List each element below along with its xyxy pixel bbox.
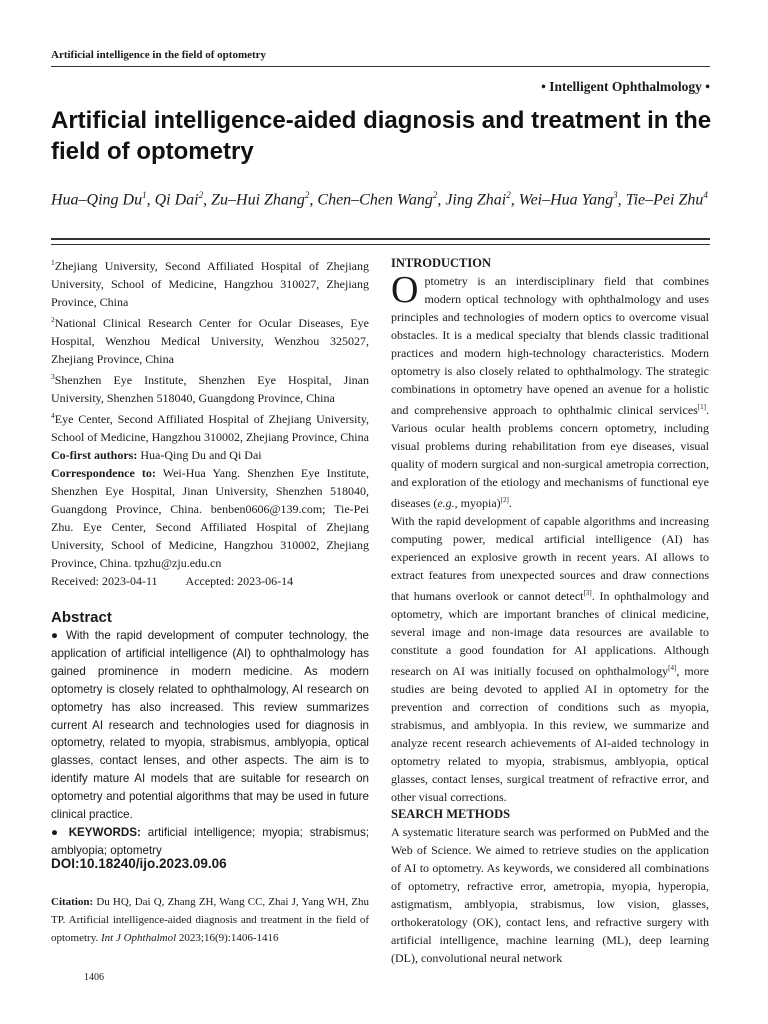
article-title: Artificial intelligence-aided diagnosis and treatment in the field of optometry	[51, 107, 712, 165]
affiliation-text: Zhejiang University, Second Affiliated Hospital of Zhejiang University, School of Medicine, Hangzhou 310027, Zhejiang Province, China	[51, 259, 369, 309]
text: , myopia)	[454, 496, 501, 510]
correspondence	[51, 464, 369, 572]
intro-paragraph-1	[391, 269, 709, 512]
front-matter-column	[51, 254, 369, 590]
citation-label: Citation:	[51, 896, 94, 908]
text: e.g.	[437, 496, 455, 510]
author-affiliation-mark: 2	[304, 190, 310, 200]
affiliation	[51, 407, 369, 446]
author: Chen–Chen Wang	[317, 191, 433, 209]
abstract-body	[51, 627, 369, 860]
author-affiliation-mark: 3	[613, 190, 618, 200]
body-column	[391, 255, 709, 967]
affiliation-number: 4	[51, 411, 55, 420]
affiliation-text: Eye Center, Second Affiliated Hospital of Zhejiang University, School of Medicine, Hangzhou 310002, Zhejiang Province, China	[51, 412, 369, 444]
citation-journal: Int J Ophthalmol	[101, 932, 177, 944]
reference-mark: [3]	[583, 589, 592, 597]
author-affiliation-mark: 4	[703, 190, 708, 200]
author-affiliation-mark: 2	[506, 190, 511, 200]
drop-cap: O	[391, 269, 419, 311]
abstract-text	[51, 627, 369, 824]
intro-paragraph-2	[391, 512, 709, 806]
text: . In ophthalmology and optometry, which are important branches of clinical medicine, several image and non-image data resources are available to constitute a good foundation for AI applications. Although research on AI was initially focused on ophthalmology	[391, 589, 710, 678]
affiliation-number: 2	[51, 315, 55, 324]
affiliation-text: Shenzhen Eye Institute, Shenzhen Eye Hospital, Jinan University, Shenzhen 518040, Guangdong Province, China	[51, 373, 369, 405]
reference-mark: [4]	[668, 664, 677, 672]
text: .	[508, 496, 512, 510]
section-tag: • Intelligent Ophthalmology •	[541, 79, 710, 94]
text: , more studies are being devoted to applied AI in optometry for the prevention and correction of conditions such as myopia, strabismus, and amblyopia. In this review, we summarize and analyze recent research achievements of AI-aided technology in optometry related to myopia, strabismus, amblyopia, optical glasses, contact lenses, surgical treatment of refractive error, and other visual corrections.	[391, 664, 709, 804]
affiliation	[51, 254, 369, 311]
co-first-authors	[51, 446, 369, 464]
affiliation	[51, 311, 369, 368]
received-date: Received: 2023-04-11	[51, 574, 158, 588]
reference-mark: [1]	[697, 403, 706, 411]
author: Qi Dai	[154, 191, 199, 209]
author-list: Hua–Qing Du$^1$, Qi Dai$^2$, Zu–Hui Zhang$^2$, Chen–Chen Wang$^2$, Jing Zhai$^2$, Wei–Hua Yang$^3$, Tie–Pei Zhu$^4$	[51, 190, 708, 209]
correspondence-text: Wei-Hua Yang. Shenzhen Eye Institute, Shenzhen Eye Hospital, Jinan University, Shenzhen 518040, Guangdong Province, China. benben0606@139.com; Tie-Pei Zhu. Eye Center, Second Affiliated Hospital of Zhejiang University, School of Medicine, Hangzhou 310002, Zhejiang Province, China. tpzhu@zju.edu.cn	[51, 466, 369, 570]
introduction-heading: INTRODUCTION	[391, 256, 492, 270]
affiliation-text: National Clinical Research Center for Ocular Diseases, Eye Hospital, Wenzhou Medical University, Wenzhou 325027, Zhejiang Province, China	[51, 316, 369, 366]
abstract-paragraph: With the rapid development of computer technology, the application of artificial intelligence (AI) to ophthalmology has gained prominence in modern medicine. As modern optometry is closely related to ophthalmology, AI research on optometry has also increased. This review summarizes current AI research and technologies used for diagnosis in optometry, related to myopia, strabismus, amblyopia, optical glasses, contact lenses, and other aspects. The aim is to identify mature AI models that are suitable for research on optometry and potential algorithms that may be used in future clinical practice.	[51, 629, 369, 822]
author: Jing Zhai	[445, 191, 507, 209]
text: With the rapid development of capable algorithms and increasing computing power, medical artificial intelligence (AI) has experienced an explosive growth in recent years. AI allows to extract features from unexpected sources and draw connections that humans overlook or cannot detect	[391, 514, 709, 603]
page-number: 1406	[84, 972, 104, 983]
author-affiliation-mark: 1	[142, 190, 147, 200]
bullet-icon: ●	[51, 825, 62, 839]
doi: DOI:10.18240/ijo.2023.09.06	[51, 856, 227, 871]
author: Tie–Pei Zhu	[625, 191, 704, 209]
search-methods-paragraph: A systematic literature search was performed on PubMed and the Web of Science. We aimed to retrieve studies on the application of AI to optometry. As keywords, we considered all combinations of optometry, refractive error, ametropia, myopia, hyperopia, astigmatism, amblyopia, strabismus, low vision, glasses, orthokeratology (OK), contact lens, and refractive surgery with artificial intelligence, machine learning (ML), deep learning (DL), convolutional neural network	[391, 825, 709, 965]
keywords-label: KEYWORDS:	[68, 825, 141, 839]
bullet-icon: ●	[51, 629, 61, 642]
dates	[51, 572, 369, 590]
co-first-label: Co-first authors:	[51, 448, 138, 462]
affiliation-number: 1	[51, 258, 55, 267]
co-first-names: Hua-Qing Du and Qi Dai	[140, 448, 262, 462]
keywords-text: artificial intelligence; myopia; strabismus; amblyopia; optometry	[51, 825, 369, 857]
author-affiliation-mark: 2	[198, 190, 204, 200]
keywords	[51, 824, 369, 860]
running-head: Artificial intelligence in the field of optometry	[51, 49, 267, 61]
header-rule	[51, 66, 710, 67]
author: Zu–Hui Zhang	[211, 191, 305, 209]
reference-mark: [2]	[500, 496, 509, 504]
abstract-heading: Abstract	[51, 609, 112, 626]
correspondence-label: Correspondence to:	[51, 466, 156, 480]
text: ptometry is an interdisciplinary field that combines modern optical technology with ophthalmology and uses principles and technologies of modern optics to overcome visual obstacles. It is a medical specialty that blends classic traditional practices and modern high-technology characteristics. Modern optometry is also closely related to ophthalmology. The strategic combinations in optometry have opened an avenue for a holistic and comprehensive approach to ophthalmic clinical services	[391, 274, 709, 417]
title-divider	[51, 238, 710, 245]
affiliation-number: 3	[51, 372, 55, 381]
author: Wei–Hua Yang	[518, 191, 614, 209]
citation-text: Du HQ, Dai Q, Zhang ZH, Wang CC, Zhai J, Yang WH, Zhu TP. Artificial intelligence-aided diagnosis and treatment in the field of optometry.	[51, 896, 369, 944]
citation-details: 2023;16(9):1406-1416	[178, 932, 279, 944]
text: . Various ocular health problems concern optometry, including visual problems during rehabilitation from eye diseases, visual quality of modern surgical and non-surgical ametropia correction, and exploration of the etiology and mechanisms of functional eye diseases (	[391, 403, 709, 510]
author-affiliation-mark: 2	[432, 190, 438, 200]
affiliation	[51, 368, 369, 407]
accepted-date: Accepted: 2023-06-14	[185, 574, 294, 588]
author: Hua–Qing Du	[51, 191, 143, 209]
citation	[51, 893, 369, 947]
search-methods-heading: SEARCH METHODS	[391, 807, 511, 821]
